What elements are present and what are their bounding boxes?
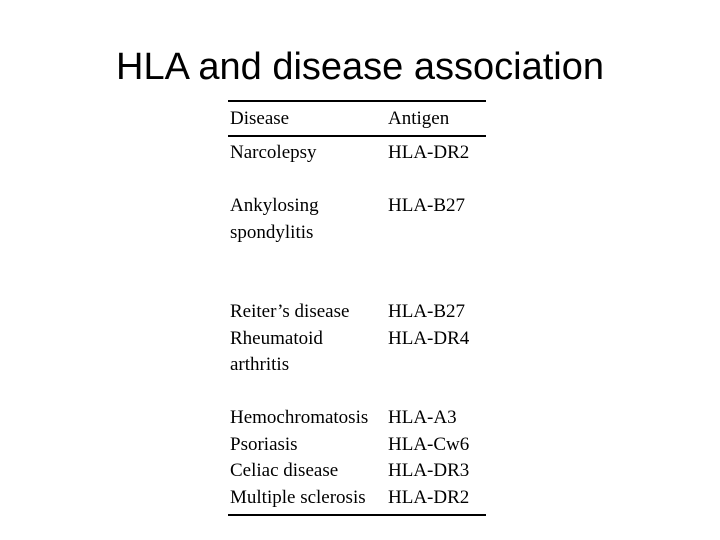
- header-disease: Disease: [230, 108, 290, 129]
- table-header-rule: [228, 135, 486, 137]
- table-body: [228, 140, 486, 511]
- disease-cell: Rheumatoid arthritis: [230, 327, 323, 375]
- disease-cell: Psoriasis: [230, 433, 298, 455]
- antigen-cell: HLA-DR3: [388, 460, 470, 481]
- slide-title: HLA and disease association: [116, 46, 604, 88]
- disease-cell: Celiac disease: [230, 460, 339, 481]
- antigen-cell: HLA-DR2: [388, 486, 470, 508]
- table-row: [228, 485, 486, 512]
- disease-cell: Reiter’s disease: [230, 301, 350, 322]
- table-row: [228, 193, 486, 299]
- table-row: [228, 140, 486, 193]
- table-row: [228, 326, 486, 406]
- table-bottom-rule: [228, 514, 486, 516]
- disease-cell: Ankylosing spondylitis: [230, 195, 319, 243]
- table-row: [228, 432, 486, 459]
- antigen-cell: HLA-A3: [388, 407, 457, 428]
- antigen-cell: HLA-DR2: [388, 142, 470, 163]
- disease-cell: Narcolepsy: [230, 142, 317, 163]
- antigen-cell: HLA-B27: [388, 195, 466, 216]
- table-top-rule: [228, 100, 486, 102]
- hla-disease-table: [228, 100, 486, 516]
- antigen-cell: HLA-DR4: [388, 327, 470, 349]
- disease-cell: Multiple sclerosis: [230, 486, 366, 508]
- header-antigen: Antigen: [388, 108, 450, 129]
- disease-cell: Hemochromatosis: [230, 407, 369, 428]
- table-row: [228, 458, 486, 485]
- antigen-cell: HLA-B27: [388, 301, 466, 322]
- antigen-cell: HLA-Cw6: [388, 433, 470, 455]
- table-row: [228, 299, 486, 326]
- table-row: [228, 405, 486, 432]
